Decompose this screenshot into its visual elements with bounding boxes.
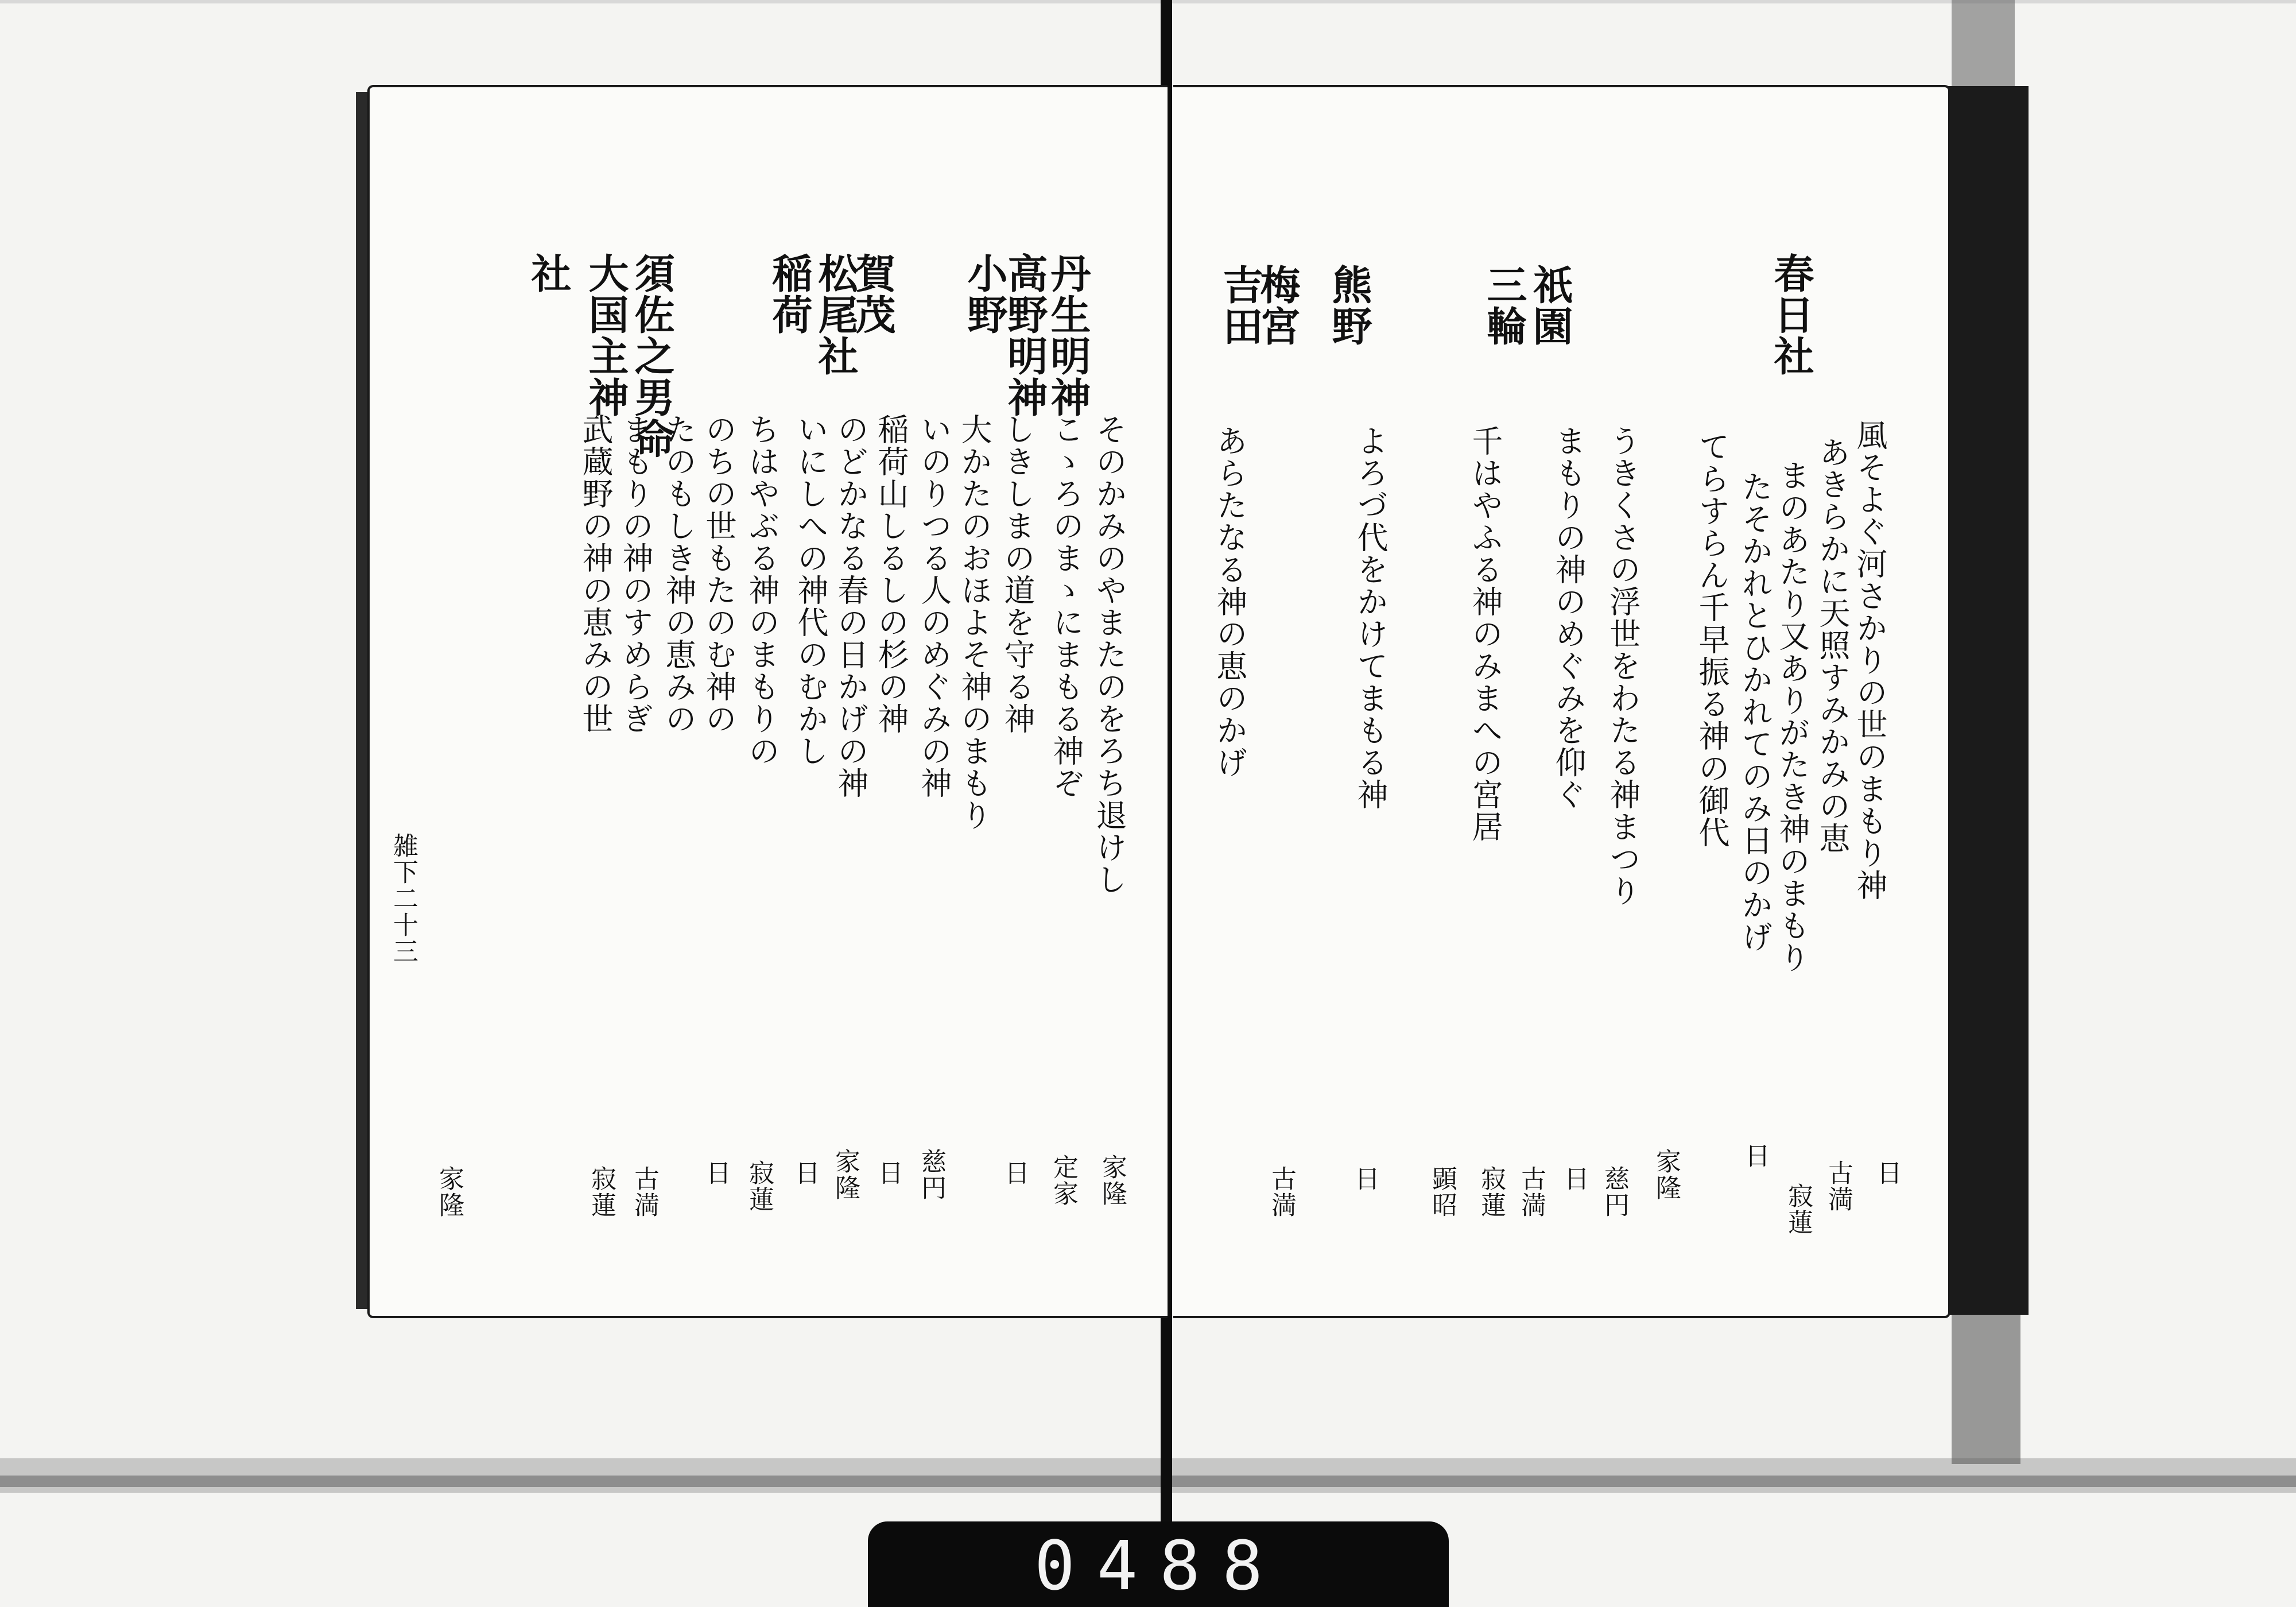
author-label: 古満 (630, 1165, 659, 1218)
author-label: 寂蓮 (1476, 1165, 1506, 1218)
poem-column: まのあたり又ありがたき神のまもり (1774, 459, 1810, 974)
poem-column: まもりの神のすめらぎ (618, 413, 654, 735)
poem-column: 稲荷山しるしの杉の神 (873, 413, 909, 735)
author-label: 寂蓮 (744, 1160, 774, 1213)
author-label: 日 (1740, 1143, 1770, 1169)
poem-column: しきしまの道を守る神 (999, 413, 1035, 735)
poem-column: いのりつる人のめぐみの神 (916, 413, 952, 799)
author-label: 家隆 (831, 1148, 860, 1201)
author-label: 慈円 (917, 1148, 946, 1201)
poem-column: うきくさの浮世をわたる神まつり (1605, 425, 1641, 907)
poem-column: そのかみのやまたのをろち退けし (1091, 413, 1127, 896)
poem-column: たのもしき神の恵みの (661, 413, 697, 735)
poem-column: 千はやふる神のみまへの宮居 (1467, 425, 1503, 843)
section-title: 春日社 (1767, 253, 1815, 377)
heading: 祇園 (1526, 264, 1574, 347)
heading: 賀茂 (849, 253, 897, 335)
author-label: 家隆 (435, 1165, 464, 1218)
heading: 社 (525, 253, 572, 294)
author-label: 古満 (1267, 1165, 1296, 1218)
poem-column: こゝろのまゝにまもる神ぞ (1048, 413, 1084, 799)
poem-column: いにしへの神代のむかし (793, 413, 829, 767)
poem-column: 風そよぐ河さかりの世のまもり神 (1852, 419, 1888, 901)
author-label: 日 (1560, 1165, 1589, 1192)
author-label: 寂蓮 (587, 1165, 616, 1218)
poem-column: よろづ代をかけてまもる神 (1352, 425, 1389, 811)
author-label: 日 (790, 1160, 820, 1186)
author-label: 家隆 (1651, 1148, 1681, 1201)
author-label: 日 (1872, 1160, 1902, 1186)
author-label: 慈円 (1600, 1165, 1629, 1218)
author-label: 日 (701, 1160, 731, 1186)
author-label: 寂蓮 (1783, 1183, 1813, 1236)
author-label: 定家 (1049, 1154, 1078, 1207)
author-label: 家隆 (1097, 1154, 1127, 1207)
poem-column: のどかなる春の日かげの神 (833, 413, 869, 799)
heading: 高野明神 (1001, 253, 1049, 418)
poem-column: てらすらん千早振る神の御代 (1694, 431, 1730, 849)
heading: 稲荷 (766, 253, 813, 335)
author-label: 日 (1350, 1165, 1379, 1192)
heading: 吉田 (1216, 264, 1264, 347)
folio-label: 雑下二十三 (389, 832, 418, 965)
heading: 梅宮 (1254, 264, 1301, 347)
author-label: 日 (1000, 1160, 1029, 1186)
heading: 小野 (961, 253, 1009, 335)
heading: 熊野 (1325, 264, 1373, 347)
poem-column: あらたなる神の恵のかげ (1212, 425, 1248, 779)
poem-column: たそかれとひかれてのみ日のかげ (1737, 471, 1773, 953)
author-label: 古満 (1824, 1160, 1853, 1213)
heading: 大国主神 (582, 253, 630, 418)
heading: 松尾社 (812, 253, 859, 377)
poem-column: ちはやぶる神のまもりの (744, 413, 780, 767)
poem-column: のちの世もたのむ神の (701, 413, 737, 735)
author-label: 日 (874, 1160, 903, 1186)
heading: 須佐之男命 (628, 253, 676, 459)
heading: 丹生明神 (1044, 253, 1092, 418)
poem-column: 大かたのおほよそ神のまもり (956, 413, 992, 831)
author-label: 古満 (1517, 1165, 1546, 1218)
frame-number: 0488 (1034, 1526, 1285, 1605)
author-label: 顕昭 (1428, 1165, 1457, 1218)
poem-column: あきらかに天照すみかみの恵 (1814, 436, 1851, 854)
poem-column: まもりの神のめぐみを仰ぐ (1550, 425, 1587, 811)
poem-column: 武蔵野の神の恵みの世 (577, 413, 614, 735)
heading: 三輪 (1480, 264, 1528, 347)
